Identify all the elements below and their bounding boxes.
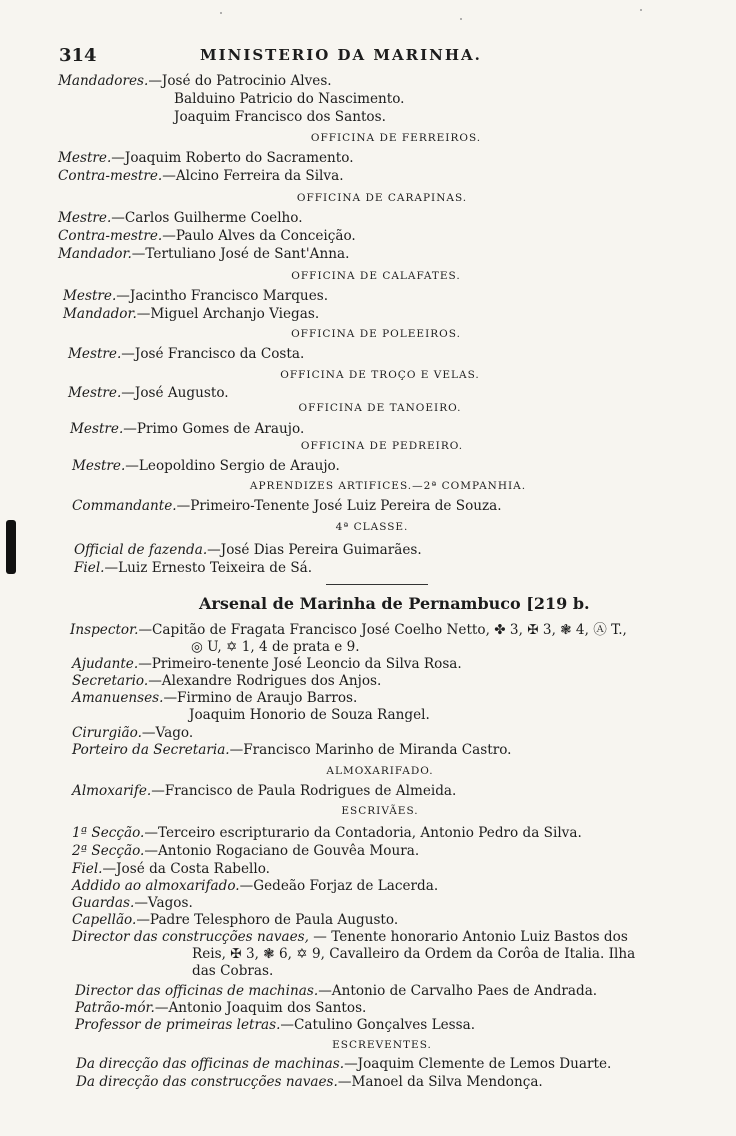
section-heading: OFFICINA DE POLEEIROS. [291,328,461,340]
entry-guardas [72,895,193,911]
section-heading: OFFICINA DE FERREIROS. [310,132,482,144]
entry-continuation: das Cobras. [192,963,274,979]
section-heading: ALMOXARIFADO. [326,765,434,777]
section-heading: ESCREVENTES. [332,1039,432,1051]
entry-name: —Luiz Ernesto Teixeira de Sá. [104,560,313,576]
entry-name: —Francisco Marinho de Miranda Castro. [229,742,512,758]
paper-speck [640,9,642,11]
entry-name: —Firmino de Araujo Barros. [163,690,358,706]
page-number: 314 [59,45,97,66]
entry-mandador [58,246,349,262]
entry-name: —Joaquim Roberto do Sacramento. [111,150,354,166]
section-heading: ESCRIVÃES. [341,805,419,817]
entry-mestre [70,421,304,437]
entry-role: Professor de primeiras letras. [75,1017,281,1033]
entry-role: Amanuenses. [72,690,164,706]
entry-role: Da direcção das construcções navaes. [76,1074,338,1090]
entry-role: Almoxarife. [72,783,152,799]
entry-amanuenses [72,690,357,706]
entry-role: Da direcção das officinas de machinas. [76,1056,345,1072]
entry-director-construccoes [72,929,628,945]
entry-name: —Joaquim Clemente de Lemos Duarte. [344,1056,612,1072]
entry-mandador [63,306,319,322]
entry-role: Fiel. [72,861,103,877]
section-divider [326,584,428,585]
entry-name: —Antonio de Carvalho Paes de Andrada. [318,983,598,999]
entry-fiel [72,861,270,877]
entry-role: Mestre. [70,421,124,437]
entry-capellao [72,912,398,928]
entry-role: Commandante. [72,498,177,514]
entry-role: Mestre. [63,288,117,304]
entry-mestre [63,288,328,304]
entry-mestre [58,150,354,166]
section-heading: APRENDIZES ARTIFICES.—2ª COMPANHIA. [249,480,527,492]
page-header-title: MINISTERIO DA MARINHA. [200,46,482,64]
section-title-arsenal: Arsenal de Marinha de Pernambuco [219 b. [199,594,590,613]
entry-name: —Terceiro escripturario da Contadoria, Antonio Pedro da Silva. [144,825,582,841]
section-heading: OFFICINA DE CALAFATES. [291,270,461,282]
entry-continuation: Balduino Patricio do Nascimento. [174,91,405,107]
entry-escrevente [76,1074,543,1090]
entry-name: —Alexandre Rodrigues dos Anjos. [148,673,382,689]
entry-commandante [72,498,502,514]
entry-role: 1ª Secção. [72,825,145,841]
entry-name: — Tenente honorario Antonio Luiz Bastos dos [313,929,628,945]
entry-role: Mestre. [68,385,122,401]
paper-speck [460,18,462,20]
entry-name: —Manoel da Silva Mendonça. [337,1074,543,1090]
entry-role: 2ª Secção. [72,843,145,859]
entry-role: Fiel. [74,560,105,576]
entry-name: —Capitão de Fragata Francisco José Coelho Netto, ✤ 3, ✠ 3, ❃ 4, Ⓐ T., [138,622,627,638]
entry-name: —José Dias Pereira Guimarães. [207,542,422,558]
entry-professor [75,1017,475,1033]
entry-continuation: Joaquim Honorio de Souza Rangel. [189,707,430,723]
entry-name: —Alcino Ferreira da Silva. [162,168,344,184]
entry-role: Mestre. [68,346,122,362]
entry-inspector [70,622,627,638]
entry-name: —Leopoldino Sergio de Araujo. [125,458,340,474]
entry-role: Director das construcções navaes, [72,929,309,945]
entry-name: —Primeiro-Tenente José Luiz Pereira de Souza. [176,498,502,514]
entry-name: —Catulino Gonçalves Lessa. [280,1017,476,1033]
entry-role: Official de fazenda. [74,542,208,558]
entry-role: Mestre. [58,210,112,226]
entry-1a-seccao [72,825,582,841]
entry-name: —Antonio Rogaciano de Gouvêa Moura. [144,843,420,859]
entry-name: —José do Patrocinio Alves. [148,73,332,89]
section-heading: OFFICINA DE TROÇO E VELAS. [280,369,480,381]
section-heading: OFFICINA DE TANOEIRO. [298,402,462,414]
entry-continuation: ◎ U, ✡ 1, 4 de prata e 9. [191,639,360,655]
section-heading: OFFICINA DE CARAPINAS. [296,192,468,204]
entry-mestre [68,385,229,401]
entry-2a-seccao [72,843,419,859]
entry-name: —Jacintho Francisco Marques. [116,288,329,304]
entry-role: Mestre. [58,150,112,166]
entry-addido [72,878,438,894]
entry-name: —Francisco de Paula Rodrigues de Almeida. [151,783,457,799]
entry-role: Contra-mestre. [58,228,163,244]
entry-name: —Primo Gomes de Araujo. [123,421,305,437]
entry-role: Mandador. [63,306,137,322]
entry-name: —Vago. [141,725,194,741]
entry-contra-mestre [58,168,344,184]
entry-name: —José da Costa Rabello. [102,861,271,877]
entry-name: —Padre Telesphoro de Paula Augusto. [136,912,399,928]
entry-contra-mestre [58,228,356,244]
entry-mandadores [58,73,332,89]
entry-patrao-mor [75,1000,366,1016]
entry-role: Addido ao almoxarifado. [72,878,240,894]
entry-role: Director das officinas de machinas. [75,983,319,999]
entry-role: Inspector. [70,622,139,638]
entry-role: Patrão-mór. [75,1000,155,1016]
entry-mestre [72,458,340,474]
entry-name: —Antonio Joaquim dos Santos. [154,1000,367,1016]
entry-fiel [74,560,312,576]
section-heading: OFFICINA DE PEDREIRO. [300,440,464,452]
entry-role: Contra-mestre. [58,168,163,184]
entry-role: Cirurgião. [72,725,142,741]
section-heading: 4ª CLASSE. [335,521,409,533]
entry-role: Secretario. [72,673,149,689]
entry-role: Ajudante. [72,656,139,672]
entry-role: Mandadores. [58,73,149,89]
entry-role: Capellão. [72,912,137,928]
entry-name: —Miguel Archanjo Viegas. [136,306,320,322]
entry-mestre [68,346,304,362]
entry-name: —Primeiro-tenente José Leoncio da Silva Rosa. [138,656,462,672]
entry-name: —Gedeão Forjaz de Lacerda. [239,878,439,894]
entry-cirurgiao [72,725,193,741]
entry-escrevente [76,1056,611,1072]
entry-name: —José Augusto. [121,385,229,401]
entry-mestre [58,210,303,226]
entry-role: Porteiro da Secretaria. [72,742,230,758]
entry-ajudante [72,656,462,672]
entry-role: Guardas. [72,895,135,911]
entry-name: —Tertuliano José de Sant'Anna. [131,246,350,262]
entry-name: —José Francisco da Costa. [121,346,305,362]
paper-speck [220,12,222,14]
entry-role: Mestre. [72,458,126,474]
entry-official-fazenda [74,542,422,558]
entry-name: —Carlos Guilherme Coelho. [111,210,303,226]
entry-name: —Vagos. [134,895,193,911]
entry-almoxarife [72,783,456,799]
entry-secretario [72,673,381,689]
entry-porteiro [72,742,511,758]
entry-role: Mandador. [58,246,132,262]
entry-name: —Paulo Alves da Conceição. [162,228,356,244]
entry-continuation: Joaquim Francisco dos Santos. [174,109,386,125]
entry-continuation: Reis, ✠ 3, ❃ 6, ✡ 9, Cavalleiro da Ordem da Corôa de Italia. Ilha [192,946,636,962]
entry-director-officinas [75,983,597,999]
